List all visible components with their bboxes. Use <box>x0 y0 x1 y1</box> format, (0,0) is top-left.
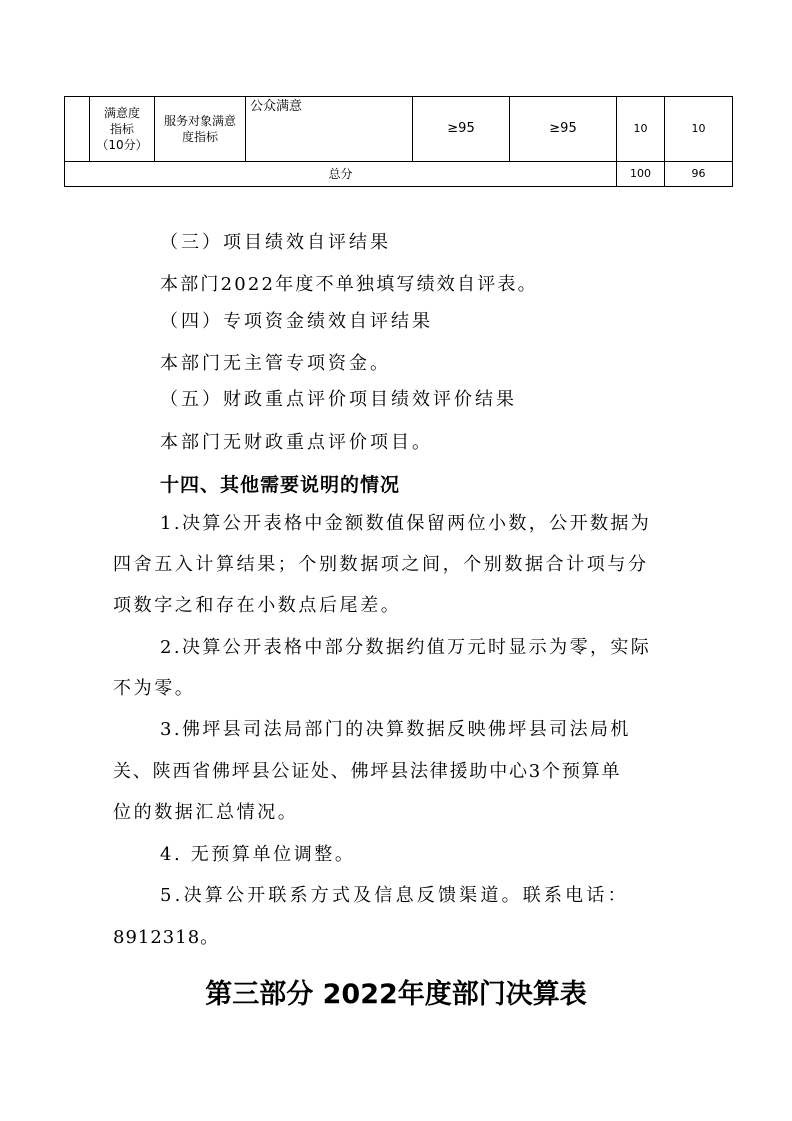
chapter-14-heading: 十四、其他需要说明的情况 <box>160 474 401 496</box>
paragraph-3-line-3: 位的数据汇总情况。 <box>113 802 299 823</box>
score-cell: 10 <box>665 97 733 162</box>
total-score-cell: 96 <box>665 162 733 187</box>
section-3-title: （三）项目绩效自评结果 <box>160 232 391 253</box>
paragraph-2-line-2: 不为零。 <box>113 678 196 699</box>
total-row <box>65 162 733 187</box>
section-3-body: 本部门2022年度不单独填写绩效自评表。 <box>160 274 538 295</box>
performance-table <box>64 96 733 187</box>
paragraph-5-line-2: 8912318。 <box>113 927 220 948</box>
section-4-title: （四）专项资金绩效自评结果 <box>160 311 433 332</box>
subcategory-cell: 服务对象满意 度指标 <box>155 97 246 162</box>
table-row <box>65 97 733 162</box>
category-cell: 满意度 指标 （10分） <box>90 97 155 162</box>
actual-value-cell: ≥95 <box>510 97 617 162</box>
total-weight-cell: 100 <box>617 162 665 187</box>
paragraph-4: 4. 无预算单位调整。 <box>160 844 356 865</box>
indicator-cell: 公众满意 <box>246 97 413 162</box>
paragraph-1-line-1: 1.决算公开表格中金额数值保留两位小数，公开数据为 <box>160 513 652 534</box>
paragraph-2-line-1: 2.决算公开表格中部分数据约值万元时显示为零，实际 <box>160 637 652 658</box>
paragraph-1-line-2: 四舍五入计算结果；个别数据项之间，个别数据合计项与分 <box>113 554 649 575</box>
target-value-cell: ≥95 <box>413 97 510 162</box>
paragraph-3-line-1: 3.佛坪县司法局部门的决算数据反映佛坪县司法局机 <box>160 719 631 740</box>
section-4-body: 本部门无主管专项资金。 <box>160 353 391 374</box>
total-label-cell: 总分 <box>65 162 617 187</box>
paragraph-5-line-1: 5.决算公开联系方式及信息反馈渠道。联系电话： <box>160 885 629 906</box>
weight-cell: 10 <box>617 97 665 162</box>
part-3-title: 第三部分 2022年度部门决算表 <box>205 979 587 1010</box>
paragraph-3-line-2: 关、陕西省佛坪县公证处、佛坪县法律援助中心3个预算单 <box>113 761 622 782</box>
section-5-title: （五）财政重点评价项目绩效评价结果 <box>160 389 517 410</box>
section-5-body: 本部门无财政重点评价项目。 <box>160 432 433 453</box>
blank-cell <box>65 97 90 162</box>
paragraph-1-line-3: 项数字之和存在小数点后尾差。 <box>113 595 402 616</box>
